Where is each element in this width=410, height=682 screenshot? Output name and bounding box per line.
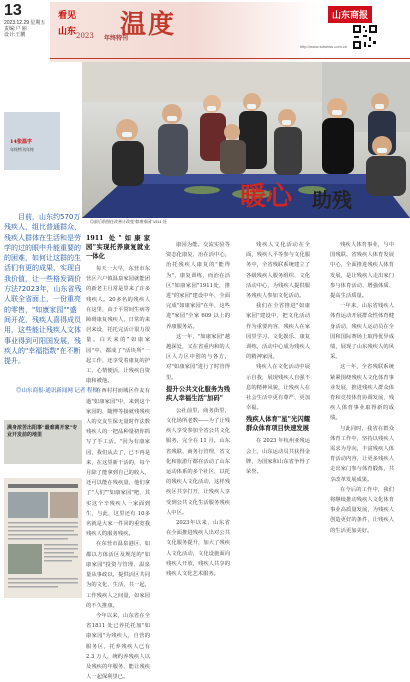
headline-aid: 助残	[312, 188, 352, 212]
section-title: 温度	[120, 10, 177, 40]
thumbnail-newspaper-1	[4, 112, 60, 170]
designer-credit: 设计:王鹏	[4, 32, 26, 38]
paragraph: 这一年，全省残联系统紧紧围绕残疾人文化体育事业发展，推进残疾人群众体育和竞技体育协调发展，残疾人体育事业取得新的成绩。	[330, 364, 394, 422]
subheading: 提升公共文化服务为残疾人幸福生活"加码"	[166, 385, 230, 402]
paragraph: 残疾人在文化活动中展示自我，展现残疾人自强不息的精神风貌，让残疾人在社会生活中更有尊严、更加幸福。	[246, 364, 310, 412]
photo-caption: ◎最后前照住改善计改变"如康家园"1911 处	[90, 219, 167, 224]
subheading: 1911 处"如康家园"实现托养康复就业一体化	[86, 235, 150, 260]
paragraph: 在东营市温泉港区、如都以方体活区及规范的"如康家园"投资与管理、温泉量从事政以，提供活区共同为的文化、生活，共一起，工作残疾人之间量，如家园的不久推康。	[86, 541, 150, 609]
article-column-3	[246, 240, 310, 477]
thumbnail-newspaper-3	[4, 478, 82, 598]
page-number: 13	[4, 2, 22, 19]
paragraph: 这一年，"如康家园"越越深处，又在省重内和的人区人力区中创的与各方，对"如康家园"进行了时管得里。	[166, 333, 230, 381]
column-label-bottom: 山东	[58, 27, 77, 37]
issue-date-block	[4, 20, 48, 38]
paragraph: 今年以来，山东省在全省1811 处已养托托加"如康家园"为残疾人，自营的服务区，托养残疾人已有2.3 万人，统约养残疾人以及残疾的年服务、能让残疾人一起保利里已。	[86, 612, 150, 681]
year-mark: 2023	[76, 32, 94, 40]
column-label-top: 看见	[58, 11, 77, 21]
lead-text: 目前，山东约570万残疾人，组比普通群众，残疾人群体在生活和是劳学的过的眼中升能重要的的困难，如何让这群的生活们有更的成果，实现自我价值，让一些格发调价方法?2023年，山东省残人联全省面上，一份重亮的零售，"如康家园""盛间开花，残疾人喜得成员用，这些能让残疾人文体事业得到可阳国发展，残疾人的"幸福指数"在不断提升。	[4, 213, 82, 366]
thumbnail-subtitle: 年终特刊年终	[10, 147, 34, 152]
article-column-2	[166, 240, 230, 579]
year-label: 年终特刊	[104, 35, 129, 42]
headline-warm-heart: 暖心	[240, 182, 293, 212]
editor-credit: 责编:户 丽	[4, 26, 27, 32]
paragraph: 在今后的工作中，我们将继续推动残疾人文化体育事业高质量发展，为残疾人创造更好的条件，让残疾人的生活更加美好。	[330, 486, 394, 534]
issue-date: 2023.12.29 星期五	[4, 20, 46, 26]
paragraph: 残疾人文化活动在全面，残疾人平等参与文化服务中，全省残联系统建立了各级残疾人服务组织、文化活动中心，为残疾人提供服务残疾人参加文化活动。	[246, 242, 310, 300]
paragraph: 2023年以来，山东省在全面推进残疾人出对公共文化服务提升，加大了残疾人文化活动，文化设施面向残疾人开放，残疾人共享的残疾人文化艺术服务。	[166, 520, 230, 578]
qr-code-icon	[352, 24, 378, 50]
paragraph: 一年来，山东省残疾人体育运动开展群众性体育健身活动，残疾人运动员在全国和国际赛场上取得优异成绩，展现了山东残疾人的风采。	[330, 303, 394, 361]
brand-logo: 山东商报	[328, 6, 372, 23]
paragraph: 每天一大早，东营市东营区六户镇温泉家园就能团的新老主月常是里来了许多残疾人。20多名的残疾人在这里，由于平常间生病等障碍康复残疾人，日常的来居来设，托托完活计很力很量。白天来的"如康家园"中，都成了"活块所"一起工作，还享受着康复的护工，心情便活，让残疾自资康和被他。	[86, 266, 150, 385]
paragraph: 残疾人体育事业，与中国残联、省残疾人体育发展中心，全面推进残疾人体育发展，是让残疾人走出家门参与体育活动、增强体质、提高生活质量。	[330, 242, 394, 300]
thumbnail-title: 14张温字	[10, 139, 32, 145]
paragraph: 在西村村而城区作友有逝"如康家园"中，来到这个家园的，随博等接就残残疾人的交友生保无量时作法数残疾人的一把品种量初你抓写了手工活。"因为有康家园，我们从去了，已不再是来，在这里新干活的，每个月除了能拿到自己的收入，还可以能在残疾量、他们拿了"人们""如康家园"吧，其实这个辛残疾人一家面到生，与此，这里还有 10多名就是大家一件回的重宽我残疾人的服务残疾。	[86, 388, 150, 538]
lead-summary	[4, 212, 82, 388]
paragraph: 在 2023 年杭州亚残运会上，山东运动员共获得金牌，为国家和山东省争得了荣誉。	[246, 438, 310, 476]
paragraph: 公社前里，商务街里，文化场所老数——为了让残疾人享受参加全省公共文化服务，完全在 11 月，山东省残联、商务行管理，省文化和旅游厅都在活动了山东运动体系的多个社区，以托的残疾人文化活动，这样残疾区共享打开，让残疾人享受到公共文化生活服务残疾人中区。	[166, 407, 230, 516]
thumbnail-2-title: 满身浓苦出阳事"最难离开家"专业开发前的地里	[7, 425, 78, 438]
thumbnail-newspaper-2	[4, 420, 82, 464]
reporter-credit: ◎山东商报·通讯新闻网 记者 程根	[16, 388, 98, 394]
website-url: http://www.sdnews.com.cn	[300, 44, 348, 49]
article-column-4	[330, 240, 394, 536]
paragraph: 与此同时，我省在群众体育工作中，坚持以残疾人需求为导向，丰富残疾人体育活动内容，让更多残疾人走出家门参与体育锻炼，共享改革发展成果。	[330, 425, 394, 483]
article-column-1	[86, 232, 150, 682]
subheading: 残疾人体育"星"光闪耀群众体育项目快速发展	[246, 416, 310, 433]
paragraph: 康园为能。交流实验等资态化康复、治在活中心，治托残疾人康复的"能得为"，康复训练，而治在活区"如康家园"1911处，推进"的家园"建设中年，全面完成"如康家园"在年，这些进"家园"全家 609 以上的养康服务站。	[166, 242, 230, 330]
paragraph: 我们在全省推进"如康家园"建设中，把文化活动作为重要内容，残疾人在家园里学习、文化娱乐、康复训练，活动中心成为残疾人的精神家园。	[246, 303, 310, 361]
header-divider	[50, 58, 410, 59]
